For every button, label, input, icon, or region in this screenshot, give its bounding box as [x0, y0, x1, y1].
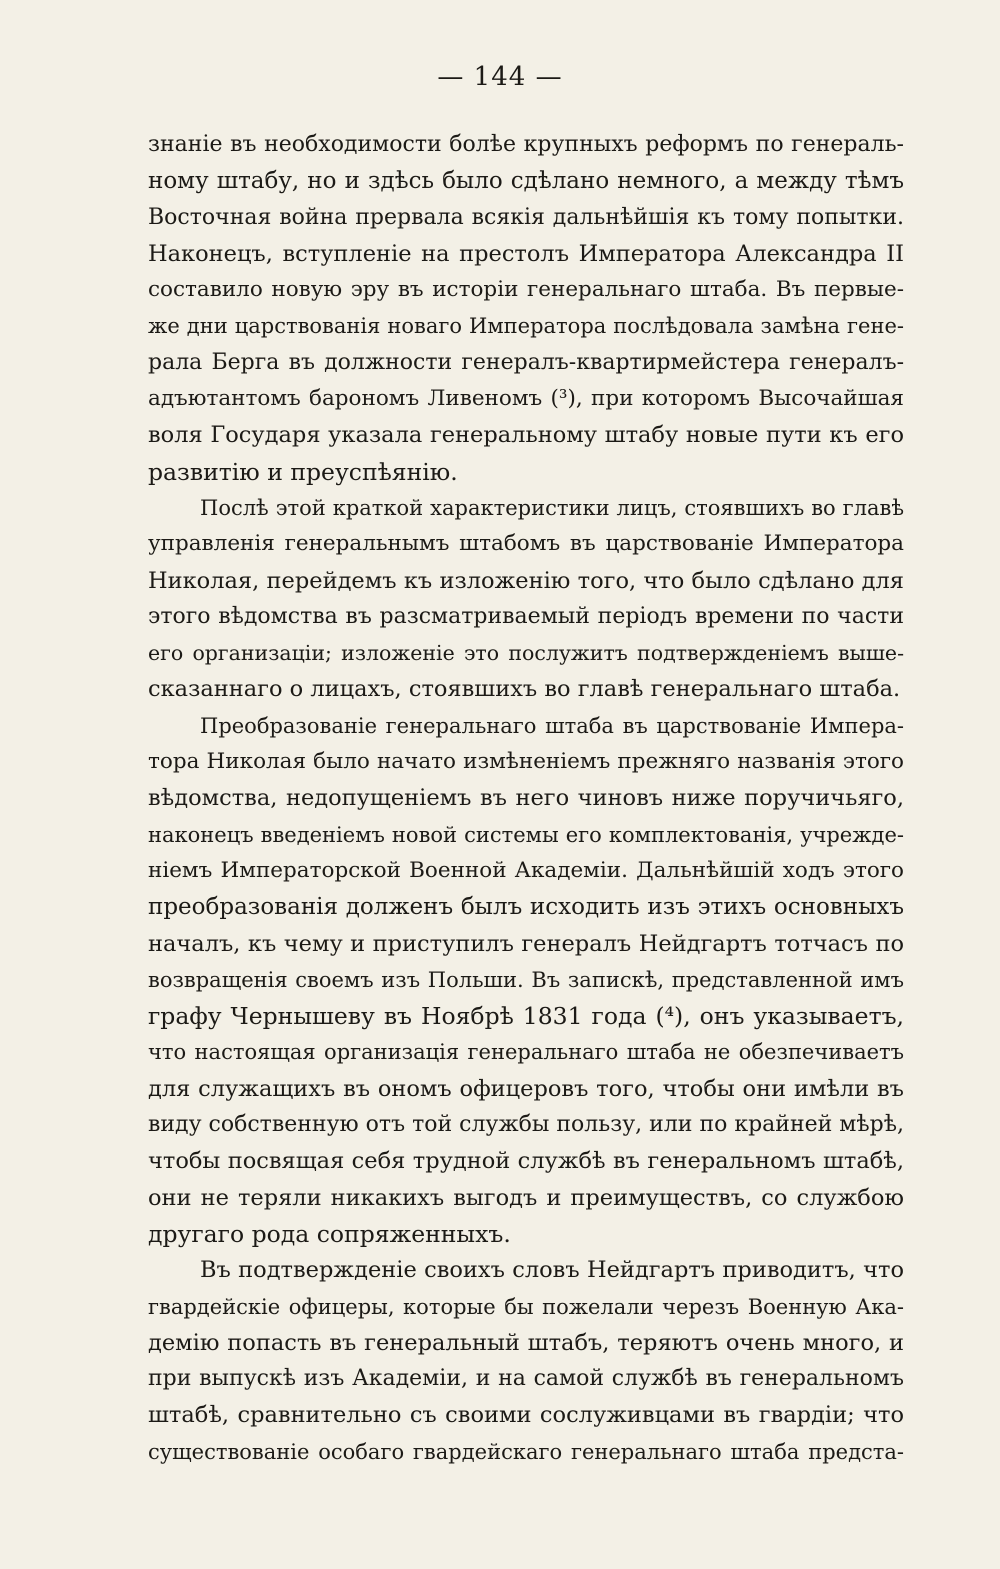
text-line: управленія генеральнымъ штабомъ въ царствованіе Императора [148, 531, 904, 557]
text-line: демію попасть въ генеральный штабъ, теряютъ очень много, и [148, 1329, 904, 1356]
text-line: существованіе особаго гвардейскаго генеральнаго штаба предста- [148, 1439, 904, 1464]
text-line: ному штабу, но и здѣсь было сдѣлано немного, а между тѣмъ [148, 168, 904, 195]
text-line: что настоящая организація генеральнаго штаба не обезпечиваетъ [148, 1040, 904, 1065]
text-line: возвращенія своемъ изъ Польши. Въ запискѣ, представленной имъ [148, 967, 904, 992]
text-line: графу Чернышеву въ Ноябрѣ 1831 года (⁴), онъ указываетъ, [148, 1002, 904, 1031]
paragraph [148, 127, 904, 490]
text-line: воля Государя указала генеральному штабу новые пути къ его [148, 422, 904, 449]
text-line: рала Берга въ должности генералъ-квартирмейстера генералъ- [148, 349, 904, 375]
text-line: началъ, къ чему и приступилъ генералъ Нейдгартъ тотчасъ по [148, 930, 904, 957]
paragraph [148, 708, 904, 1252]
body-text [148, 127, 904, 1470]
text-line: этого вѣдомства въ разсматриваемый періодъ времени по части [148, 603, 904, 629]
text-line: они не теряли никакихъ выгодъ и преимуществъ, со службою [148, 1184, 904, 1211]
text-line: при выпускѣ изъ Академіи, и на самой службѣ въ генеральномъ [148, 1366, 904, 1392]
text-line: развитію и преуспѣянію. [148, 457, 458, 486]
text-line: Восточная война прервала всякія дальнѣйшія къ тому попытки. [148, 204, 904, 230]
text-line: штабѣ, сравнительно съ своими сослуживцами въ гвардіи; что [148, 1402, 904, 1429]
text-line: виду собственную отъ той службы пользу, или по крайней мѣрѣ, [148, 1112, 904, 1138]
text-line: чтобы посвящая себя трудной службѣ въ генеральномъ штабѣ, [148, 1148, 904, 1175]
text-line: преобразованія долженъ былъ исходить изъ этихъ основныхъ [148, 894, 904, 921]
text-line: Преобразованіе генеральнаго штаба въ царствованіе Импера- [200, 713, 904, 738]
text-line: же дни царствованія новаго Императора послѣдовала замѣна гене- [148, 314, 904, 339]
text-line: другаго рода сопряженныхъ. [148, 1219, 511, 1248]
text-line: ніемъ Императорской Военной Академіи. Дальнѣйшій ходъ этого [148, 857, 904, 883]
text-line: адъютантомъ барономъ Ливеномъ (³), при которомъ Высочайшая [148, 386, 904, 412]
text-line: гвардейскіе офицеры, которые бы пожелали черезъ Военную Ака- [148, 1294, 904, 1319]
text-line: вѣдомства, недопущеніемъ въ него чиновъ ниже поручичьяго, [148, 785, 904, 812]
text-line: для служащихъ въ ономъ офицеровъ того, чтобы они имѣли въ [148, 1075, 904, 1102]
paragraph [148, 490, 904, 708]
text-line: наконецъ введеніемъ новой системы его комплектованія, учрежде- [148, 822, 904, 847]
paragraph [148, 1252, 904, 1470]
page-number: — 144 — [437, 62, 563, 92]
text-line: сказаннаго о лицахъ, стоявшихъ во главѣ генеральнаго штаба. [148, 676, 901, 703]
text-line: составило новую эру въ исторіи генеральнаго штаба. Въ первые- [148, 277, 904, 303]
text-line: знаніе въ необходимости болѣе крупныхъ реформъ по генераль- [148, 132, 904, 157]
text-line: Николая, перейдемъ къ изложенію того, что было сдѣлано для [148, 567, 904, 594]
text-line: тора Николая было начато измѣненіемъ прежняго названія этого [148, 749, 904, 775]
text-line: Въ подтвержденіе своихъ словъ Нейдгартъ приводитъ, что [200, 1257, 904, 1284]
text-line: его организаціи; изложеніе это послужитъ подтвержденіемъ выше- [148, 641, 904, 666]
text-line: Послѣ этой краткой характеристики лицъ, стоявшихъ во главѣ [200, 495, 904, 520]
text-line: Наконецъ, вступленіе на престолъ Императора Александра II [148, 240, 904, 267]
